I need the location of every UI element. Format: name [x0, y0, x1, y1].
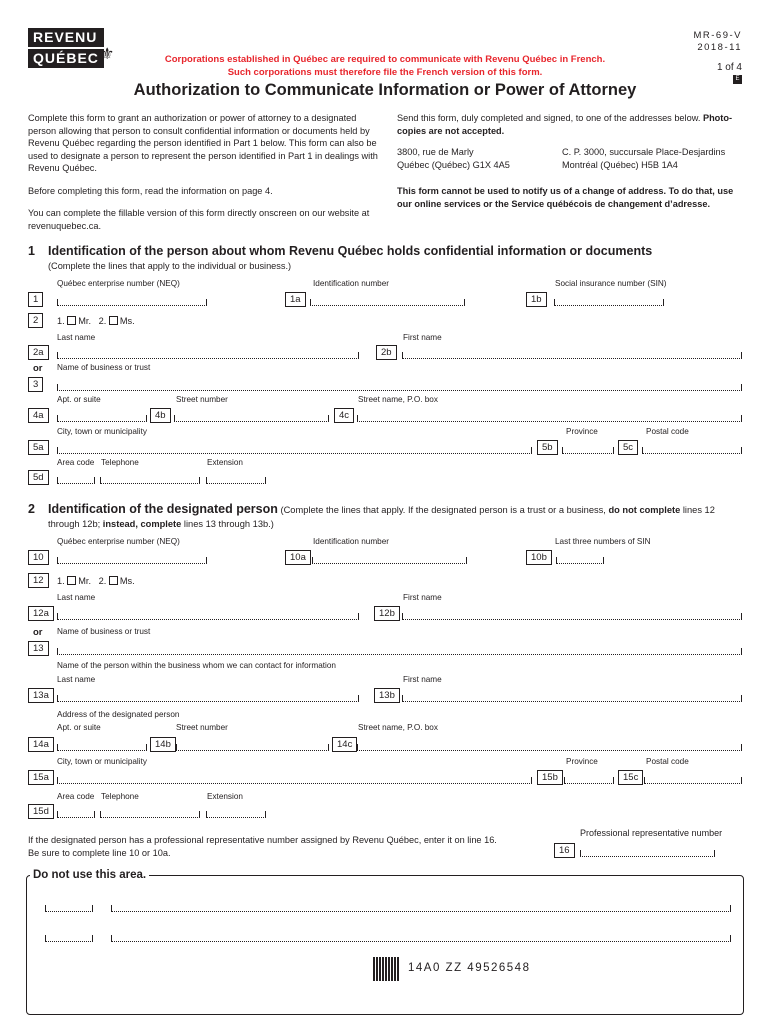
office-field-4	[111, 928, 731, 942]
line-12b-label: 12b	[374, 606, 400, 621]
neq-label: Québec enterprise number (NEQ)	[57, 279, 180, 288]
extension-field[interactable]	[206, 470, 266, 484]
line-1b-label: 1b	[526, 292, 547, 307]
line-2b-label: 2b	[376, 345, 397, 360]
intro-paragraph: Complete this form to grant an authorization or power of attorney to a designated person allowing that person to consult confidential information or documents held by Revenu Québec regarding the person identified in Part 1 below. This form can also be used to designate a person to represent the person identified in Part 1 in dealings with Revenu Québec.	[28, 113, 378, 173]
line-10b-label: 10b	[526, 550, 552, 565]
p2-area-code-label: Area code	[57, 792, 95, 801]
last-name-label: Last name	[57, 333, 96, 342]
intro-read-info: Before completing this form, read the information on page 4.	[28, 186, 273, 196]
p2-identification-number-field[interactable]	[312, 550, 467, 564]
p2-telephone-label: Telephone	[101, 792, 139, 801]
telephone-label: Telephone	[101, 458, 139, 467]
rep-note-line2: Be sure to complete line 10 or 10a.	[28, 847, 171, 858]
revenu-quebec-logo	[28, 28, 104, 68]
part1-number: 1	[28, 244, 35, 258]
line-16-label: 16	[554, 843, 575, 858]
part2-number: 2	[28, 502, 35, 516]
p2-ms-number: 2.	[98, 576, 107, 586]
rep-number-field[interactable]	[580, 843, 715, 857]
intro-website: You can complete the fillable version of this form directly onscreen on our website at revenuquebec.ca.	[28, 208, 370, 231]
line-4c-label: 4c	[334, 408, 354, 423]
line-15c-label: 15c	[618, 770, 643, 785]
line-5d-label: 5d	[28, 470, 49, 485]
last-name-field[interactable]	[57, 345, 359, 359]
mr-checkbox[interactable]	[67, 316, 76, 325]
office-field-2	[111, 898, 731, 912]
neq-field[interactable]	[57, 292, 207, 306]
notice-line2: Such corporations must therefore file the French version of this form.	[227, 67, 543, 78]
p2-last-name-field[interactable]	[57, 606, 359, 620]
form-barcode-number: 14A0 ZZ 49526548	[408, 962, 531, 974]
line-12a-label: 12a	[28, 606, 54, 621]
form-number	[693, 30, 742, 54]
line-2-label: 2	[28, 313, 43, 328]
p2-street-name-field[interactable]	[357, 737, 742, 751]
p2-contact-last-name-label: Last name	[57, 675, 96, 684]
address-change-warning: This form cannot be used to notify us of a change of address. To do that, use our online services or the Service québécois de changement d’adresse.	[397, 186, 734, 209]
or-label: or	[33, 363, 43, 374]
rep-note-line1: If the designated person has a professional representative number assigned by Revenu Québec, enter it on line 16.	[28, 835, 497, 845]
line-1-label: 1	[28, 292, 43, 307]
part2-heading: Identification of the designated person	[48, 502, 278, 516]
p2-neq-label: Québec enterprise number (NEQ)	[57, 537, 180, 546]
designated-address-label: Address of the designated person	[57, 710, 180, 719]
form-code: MR-69-V	[693, 30, 742, 41]
line-15d-label: 15d	[28, 804, 54, 819]
p2-or-label: or	[33, 627, 43, 638]
line-14a-label: 14a	[28, 737, 54, 752]
p2-area-code-field[interactable]	[57, 804, 95, 818]
contact-last-name-field[interactable]	[57, 688, 359, 702]
page-title: Authorization to Communicate Information or Power of Attorney	[133, 81, 637, 99]
p2-business-name-field[interactable]	[57, 641, 742, 655]
logo-line2: QUÉBEC	[28, 49, 104, 68]
p2-extension-field[interactable]	[206, 804, 266, 818]
line-4b-label: 4b	[150, 408, 171, 423]
p2-apt-label: Apt. or suite	[57, 723, 101, 732]
line-3-label: 3	[28, 377, 43, 392]
contact-first-name-field[interactable]	[402, 688, 742, 702]
p2-id-number-label: Identification number	[313, 537, 390, 546]
part2-sub2: do not complete	[608, 505, 681, 515]
business-name-label: Name of business or trust	[57, 363, 151, 372]
p2-last-name-label: Last name	[57, 593, 96, 602]
addr1-line2: Québec (Québec) G1X 4A5	[397, 159, 510, 170]
p2-province-field[interactable]	[564, 770, 614, 784]
p2-street-number-field[interactable]	[176, 737, 329, 751]
p2-street-number-label: Street number	[176, 723, 228, 732]
addr2-line1: C. P. 3000, succursale Place-Desjardins	[562, 147, 726, 157]
address-montreal	[562, 146, 725, 171]
p2-extension-label: Extension	[207, 792, 243, 801]
page-indicator: 1 of 4	[716, 62, 742, 73]
line-5a-label: 5a	[28, 440, 49, 455]
part2-heading-block	[48, 502, 743, 531]
office-field-3	[45, 928, 93, 942]
p2-first-name-label: First name	[403, 593, 442, 602]
logo-line1: REVENU	[28, 28, 104, 47]
area-code-field[interactable]	[57, 470, 95, 484]
p2-mr-label: Mr.	[78, 576, 91, 586]
apt-label: Apt. or suite	[57, 395, 101, 404]
area-code-label: Area code	[57, 458, 95, 467]
line-14c-label: 14c	[332, 737, 357, 752]
p2-mr-number: 1.	[57, 576, 65, 586]
province-label: Province	[566, 427, 598, 436]
contact-person-label: Name of the person within the business whom we can contact for information	[57, 661, 336, 670]
p2-neq-field[interactable]	[57, 550, 207, 564]
p2-ms-label: Ms.	[119, 576, 135, 586]
first-name-label: First name	[403, 333, 442, 342]
part2-sub5: lines 13 through 13b.)	[181, 519, 274, 529]
language-badge: E	[733, 75, 742, 84]
do-not-use-label: Do not use this area.	[30, 869, 149, 881]
line-10a-label: 10a	[285, 550, 311, 565]
sin-field[interactable]	[554, 292, 664, 306]
p2-ms-checkbox[interactable]	[109, 576, 118, 585]
line-15b-label: 15b	[537, 770, 563, 785]
telephone-field[interactable]	[100, 470, 200, 484]
sin-label: Social insurance number (SIN)	[555, 279, 667, 288]
p2-sin-field[interactable]	[556, 550, 604, 564]
line-2a-label: 2a	[28, 345, 49, 360]
send-text: Send this form, duly completed and signed, to one of the addresses below.	[397, 113, 703, 123]
p2-sin-label: Last three numbers of SIN	[555, 537, 651, 546]
french-notice	[130, 53, 640, 79]
form-date: 2018-11	[697, 42, 742, 53]
p2-title-options	[57, 575, 135, 588]
line-15a-label: 15a	[28, 770, 54, 785]
send-instructions	[397, 112, 742, 137]
street-number-label: Street number	[176, 395, 228, 404]
address-quebec	[397, 146, 510, 171]
p2-street-name-label: Street name, P.O. box	[358, 723, 438, 732]
ms-checkbox[interactable]	[109, 316, 118, 325]
mr-number: 1.	[57, 316, 65, 326]
city-label: City, town or municipality	[57, 427, 147, 436]
rep-number-label: Professional representative number	[580, 828, 723, 838]
street-number-field[interactable]	[174, 408, 329, 422]
line-13-label: 13	[28, 641, 49, 656]
first-name-field[interactable]	[402, 345, 742, 359]
line-13b-label: 13b	[374, 688, 400, 703]
ms-label: Ms.	[119, 316, 135, 326]
p2-mr-checkbox[interactable]	[67, 576, 76, 585]
city-field[interactable]	[57, 440, 532, 454]
notice-line1: Corporations established in Québec are required to communicate with Revenu Québec in French.	[164, 54, 606, 65]
line-10-label: 10	[28, 550, 49, 565]
p2-city-label: City, town or municipality	[57, 757, 147, 766]
line-4a-label: 4a	[28, 408, 49, 423]
fleur-de-lis-icon: ⚜	[100, 46, 115, 63]
postal-code-field[interactable]	[642, 440, 742, 454]
business-name-field[interactable]	[57, 377, 742, 391]
province-field[interactable]	[562, 440, 614, 454]
barcode-icon	[373, 957, 399, 981]
part2-sub3: lines 12 through 12b;	[48, 505, 715, 529]
street-name-field[interactable]	[357, 408, 742, 422]
postal-code-label: Postal code	[646, 427, 689, 436]
line-13a-label: 13a	[28, 688, 54, 703]
photocopy-warning: Photo-copies are not accepted.	[397, 113, 733, 136]
p2-business-name-label: Name of business or trust	[57, 627, 151, 636]
p2-apt-field[interactable]	[57, 737, 147, 751]
street-name-label: Street name, P.O. box	[358, 395, 438, 404]
rep-number-note	[28, 834, 538, 859]
line-14b-label: 14b	[150, 737, 176, 752]
line-5b-label: 5b	[537, 440, 558, 455]
line-5c-label: 5c	[618, 440, 638, 455]
id-number-label: Identification number	[313, 279, 390, 288]
p2-first-name-field[interactable]	[402, 606, 742, 620]
part1-heading: Identification of the person about whom Revenu Québec holds confidential information or documents	[48, 244, 653, 258]
p2-contact-first-name-label: First name	[403, 675, 442, 684]
p2-postal-code-label: Postal code	[646, 757, 689, 766]
part2-sub1: (Complete the lines that apply. If the designated person is a trust or a business,	[280, 505, 609, 515]
office-field-1	[45, 898, 93, 912]
line-1a-label: 1a	[285, 292, 306, 307]
p2-city-field[interactable]	[57, 770, 532, 784]
part2-sub4: instead, complete	[102, 519, 182, 529]
apt-field[interactable]	[57, 408, 147, 422]
line-12-label: 12	[28, 573, 49, 588]
identification-number-field[interactable]	[310, 292, 465, 306]
p2-province-label: Province	[566, 757, 598, 766]
mr-label: Mr.	[78, 316, 91, 326]
title-options	[57, 315, 135, 328]
ms-number: 2.	[98, 316, 107, 326]
p2-telephone-field[interactable]	[100, 804, 200, 818]
p2-postal-code-field[interactable]	[644, 770, 742, 784]
addr2-line2: Montréal (Québec) H5B 1A4	[562, 159, 678, 170]
extension-label: Extension	[207, 458, 243, 467]
part1-subheading: (Complete the lines that apply to the individual or business.)	[48, 261, 292, 271]
office-use-area	[26, 875, 744, 1015]
addr1-line1: 3800, rue de Marly	[397, 147, 474, 157]
